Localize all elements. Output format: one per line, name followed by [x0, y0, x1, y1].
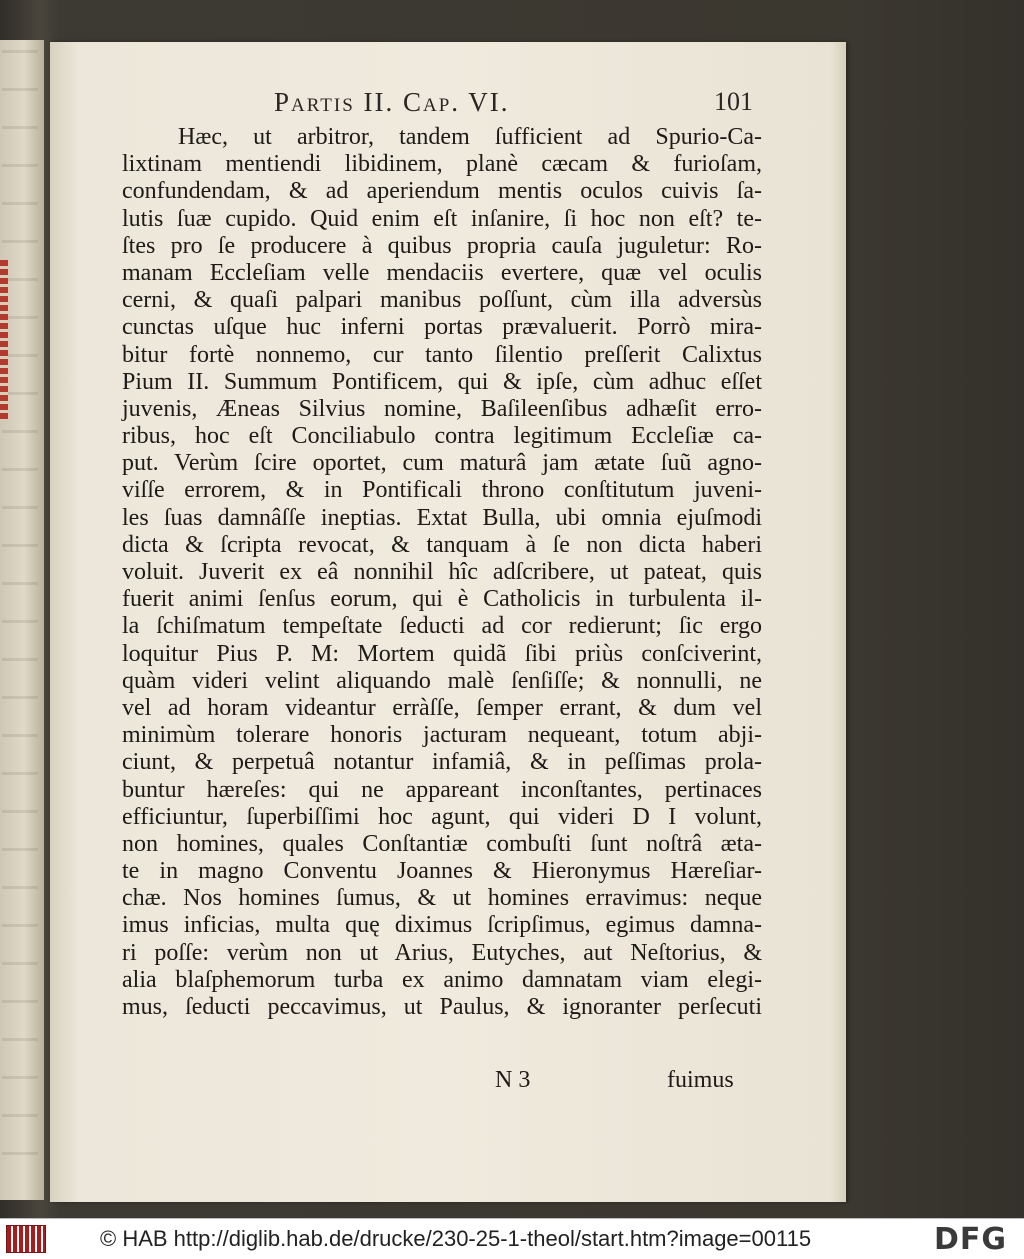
- credit-link[interactable]: © HAB http://diglib.hab.de/drucke/230-25-1-theol/start.htm?image=00115: [100, 1226, 812, 1251]
- text-line: manam Eccleſiam velle mendaciis evertere, quæ vel oculis: [122, 259, 762, 286]
- text-line: lixtinam mentiendi libidinem, planè cæcam & furioſam,: [122, 151, 762, 178]
- text-line: vel ad horam videantur erràſſe, ſemper errant, & dum vel: [122, 694, 762, 721]
- text-line: lutis ſuæ cupido. Quid enim eſt inſanire, ſi hoc non eſt? te-: [122, 205, 762, 232]
- book-page: [50, 42, 846, 1202]
- text-line: dicta & ſcripta revocat, & tanquam à ſe non dicta haberi: [122, 531, 762, 558]
- running-head-title: Partis II. Cap. VI.: [274, 87, 510, 117]
- text-line: confundendam, & ad aperiendum mentis oculos cuivis ſa-: [122, 178, 762, 205]
- facing-page-bleed-text: [2, 50, 38, 1180]
- text-line: la ſchiſmatum tempeſtate ſeducti ad cor redierunt; ſic ergo: [122, 613, 762, 640]
- text-line: chæ. Nos homines ſumus, & ut homines erravimus: neque: [122, 885, 762, 912]
- text-line: put. Verùm ſcire oportet, cum maturâ jam ætate ſuũ agno-: [122, 450, 762, 477]
- hab-logo-icon: [6, 1225, 46, 1253]
- page-foot: [50, 1067, 846, 1095]
- text-line: Pium II. Summum Pontificem, qui & ipſe, cùm adhuc eſſet: [122, 368, 762, 395]
- text-line: cerni, & quaſi palpari manibus poſſunt, cùm illa adversùs: [122, 287, 762, 314]
- text-line: ſtes pro ſe producere à quibus propria cauſa juguletur: Ro-: [122, 232, 762, 259]
- text-line: minimùm tolerare honoris jacturam nequeant, totum abji-: [122, 722, 762, 749]
- red-page-edge: [0, 260, 8, 420]
- text-line: cunctas uſque huc inferni portas prævaluerit. Porrò mira-: [122, 314, 762, 341]
- text-line: quàm videri velint aliquando malè ſenſiſſe; & nonnulli, ne: [122, 667, 762, 694]
- text-line: imus inficias, multa quę diximus ſcripſimus, egimus damna-: [122, 912, 762, 939]
- text-line: mus, ſeducti peccavimus, ut Paulus, & ignoranter perſecuti: [122, 994, 762, 1020]
- dfg-logo: DFG: [934, 1222, 1008, 1257]
- text-line: efficiuntur, ſuperbiſſimi hoc agunt, qui videri D I volunt,: [122, 803, 762, 830]
- text-line: viſſe errorem, & in Pontificali throno conſtitutum juveni-: [122, 477, 762, 504]
- text-line: les ſuas damnâſſe ineptias. Extat Bulla, ubi omnia ejuſmodi: [122, 504, 762, 531]
- text-line: buntur hæreſes: qui ne appareant inconſtantes, pertinaces: [122, 776, 762, 803]
- text-line: ri poſſe: verùm non ut Arius, Eutyches, aut Neſtorius, &: [122, 939, 762, 966]
- text-line: voluit. Juverit ex eâ nonnihil hîc adſcribere, ut pateat, quis: [122, 559, 762, 585]
- running-head: [50, 87, 846, 119]
- text-line: juvenis, Æneas Silvius nomine, Baſileenſibus adhæſit erro-: [122, 395, 762, 422]
- text-line: alia blaſphemorum turba ex animo damnatam viam elegi-: [122, 966, 762, 993]
- text-line: ciunt, & perpetuâ notantur infamiâ, & in peſſimas prola-: [122, 749, 762, 776]
- page-number: 101: [714, 87, 753, 116]
- facing-page-edge: [0, 40, 44, 1200]
- catchword: fuimus: [667, 1067, 734, 1093]
- signature-mark: N 3: [495, 1067, 531, 1093]
- credit-bar: [0, 1218, 1024, 1259]
- text-line: Hæc, ut arbitror, tandem ſufficient ad Spurio-Ca-: [178, 124, 762, 150]
- text-line: non homines, quales Conſtantiæ combuſti ſunt noſtrâ æta-: [122, 830, 762, 857]
- text-line: ribus, hoc eſt Conciliabulo contra legitimum Eccleſiæ ca-: [122, 423, 762, 450]
- text-line: te in magno Conventu Joannes & Hieronymus Hæreſiar-: [122, 858, 762, 885]
- body-text: [122, 124, 762, 1021]
- text-line: bitur fortè nonnemo, cur tanto ſilentio preſſerit Calixtus: [122, 341, 762, 368]
- text-line: fuerit animi ſenſus eorum, qui è Catholicis in turbulenta il-: [122, 586, 762, 613]
- text-line: loquitur Pius P. M: Mortem quidã ſibi priùs conſciverint,: [122, 640, 762, 667]
